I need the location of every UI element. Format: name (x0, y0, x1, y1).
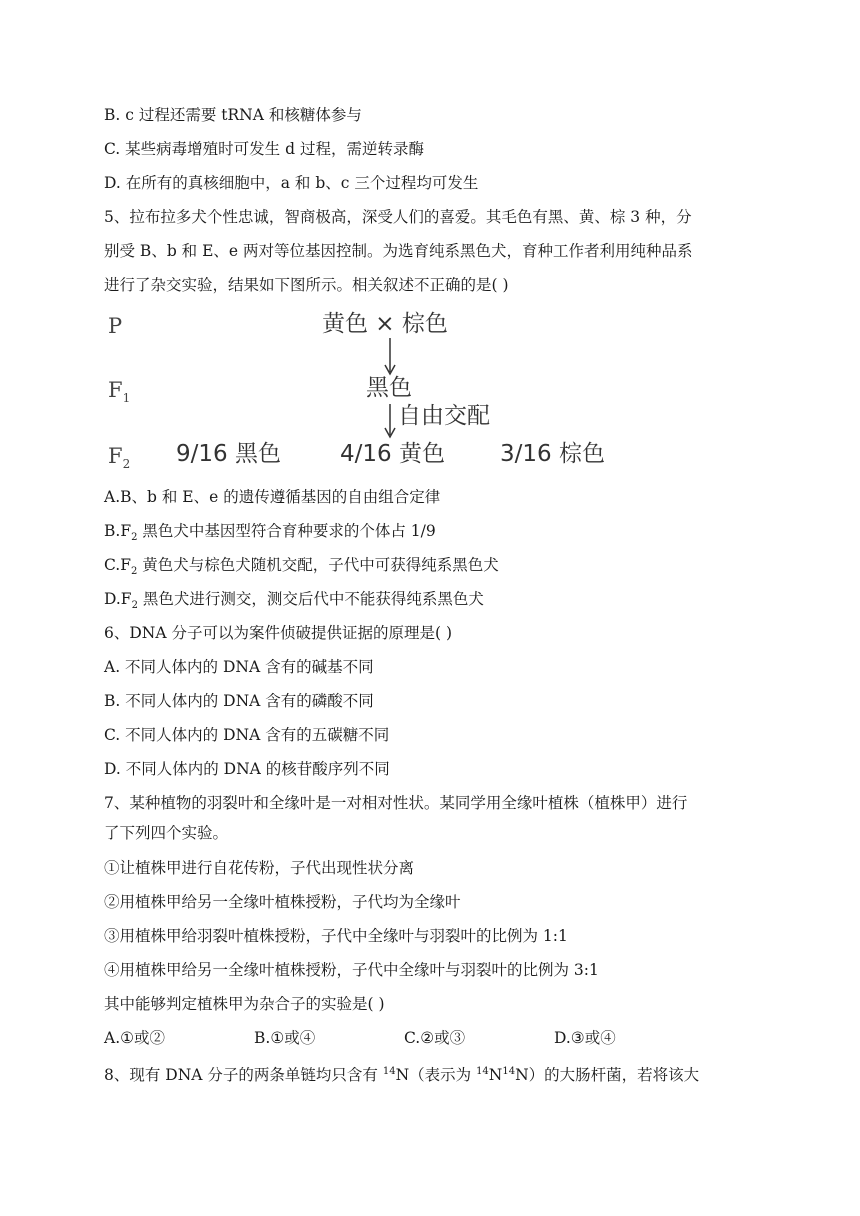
f1-phenotype: 黑色 (366, 375, 412, 401)
arrow-down-icon (382, 338, 398, 378)
parental-cross: 黄色 × 棕色 (322, 311, 448, 337)
q7-experiment-1: ①让植株甲进行自花传粉，子代出现性状分离 (104, 859, 415, 877)
q7-option-b: B.①或④ (254, 1029, 316, 1047)
q7-experiment-3: ③用植株甲给羽裂叶植株授粉，子代中全缘叶与羽裂叶的比例为 1:1 (104, 927, 568, 945)
q5-option-c: $C.F_2$ 黄色犬与棕色犬随机交配，子代中可获得纯系黑色犬 (104, 556, 499, 578)
q7-option-d: D.③或④ (554, 1029, 616, 1047)
q4-option-b: B. c 过程还需要 tRNA 和核糖体参与 (104, 106, 362, 124)
q7-stem-line2: 了下列四个实验。 (104, 824, 229, 842)
q7-option-a: A.①或② (104, 1029, 166, 1047)
q7-question: 其中能够判定植株甲为杂合子的实验是( ) (104, 995, 385, 1013)
q5-option-b: $B.F_2$ 黑色犬中基因型符合育种要求的个体占 1/9 (104, 522, 436, 544)
q5-option-d: $D.F_2$ 黑色犬进行测交，测交后代中不能获得纯系黑色犬 (104, 590, 484, 612)
q6-option-b: B. 不同人体内的 DNA 含有的磷酸不同 (104, 692, 374, 710)
f2-yellow-ratio: 4/16 黄色 (340, 441, 445, 467)
q5-option-a: A.B、b 和 E、e 的遗传遵循基因的自由组合定律 (104, 488, 441, 506)
q4-option-d: D. 在所有的真核细胞中，a 和 b、c 三个过程均可发生 (104, 174, 479, 192)
q7-experiment-2: ②用植株甲给另一全缘叶植株授粉，子代均为全缘叶 (104, 893, 461, 911)
q6-option-a: A. 不同人体内的 DNA 含有的碱基不同 (104, 658, 374, 676)
f2-black-ratio: 9/16 黑色 (176, 441, 281, 467)
q6-option-d: D. 不同人体内的 DNA 的核苷酸序列不同 (104, 760, 390, 778)
q7-stem-line1: 7、某种植物的羽裂叶和全缘叶是一对相对性状。某同学用全缘叶植株（植株甲）进行 (104, 794, 688, 812)
cross-diagram (100, 306, 620, 476)
f2-brown-ratio: 3/16 棕色 (500, 441, 605, 467)
q8-stem: 8、现有 DNA 分子的两条单链均只含有 $^{14}$N（表示为 $^{14}N^{14}N$）的大肠杆菌，若将该大 (104, 1066, 700, 1085)
q5-stem-line3: 进行了杂交实验，结果如下图所示。相关叙述不正确的是( ) (104, 276, 509, 294)
q5-stem-line1: 5、拉布拉多犬个性忠诚，智商极高，深受人们的喜爱。其毛色有黑、黄、棕 3 种，分 (104, 208, 692, 226)
generation-f2: $F_2$ (108, 444, 131, 472)
generation-p: P (108, 314, 123, 338)
arrow-down-icon (382, 404, 398, 440)
generation-f1: $F_1$ (108, 378, 131, 406)
q6-stem: 6、DNA 分子可以为案件侦破提供证据的原理是( ) (104, 624, 452, 642)
q4-option-c: C. 某些病毒增殖时可发生 d 过程，需逆转录酶 (104, 140, 424, 158)
q7-experiment-4: ④用植株甲给另一全缘叶植株授粉，子代中全缘叶与羽裂叶的比例为 3:1 (104, 961, 599, 979)
mating-label: 自由交配 (398, 403, 490, 429)
q5-stem-line2: 别受 B、b 和 E、e 两对等位基因控制。为选育纯系黑色犬，育种工作者利用纯种品系 (104, 242, 693, 260)
q6-option-c: C. 不同人体内的 DNA 含有的五碳糖不同 (104, 726, 390, 744)
q7-option-c: C.②或③ (404, 1029, 466, 1047)
